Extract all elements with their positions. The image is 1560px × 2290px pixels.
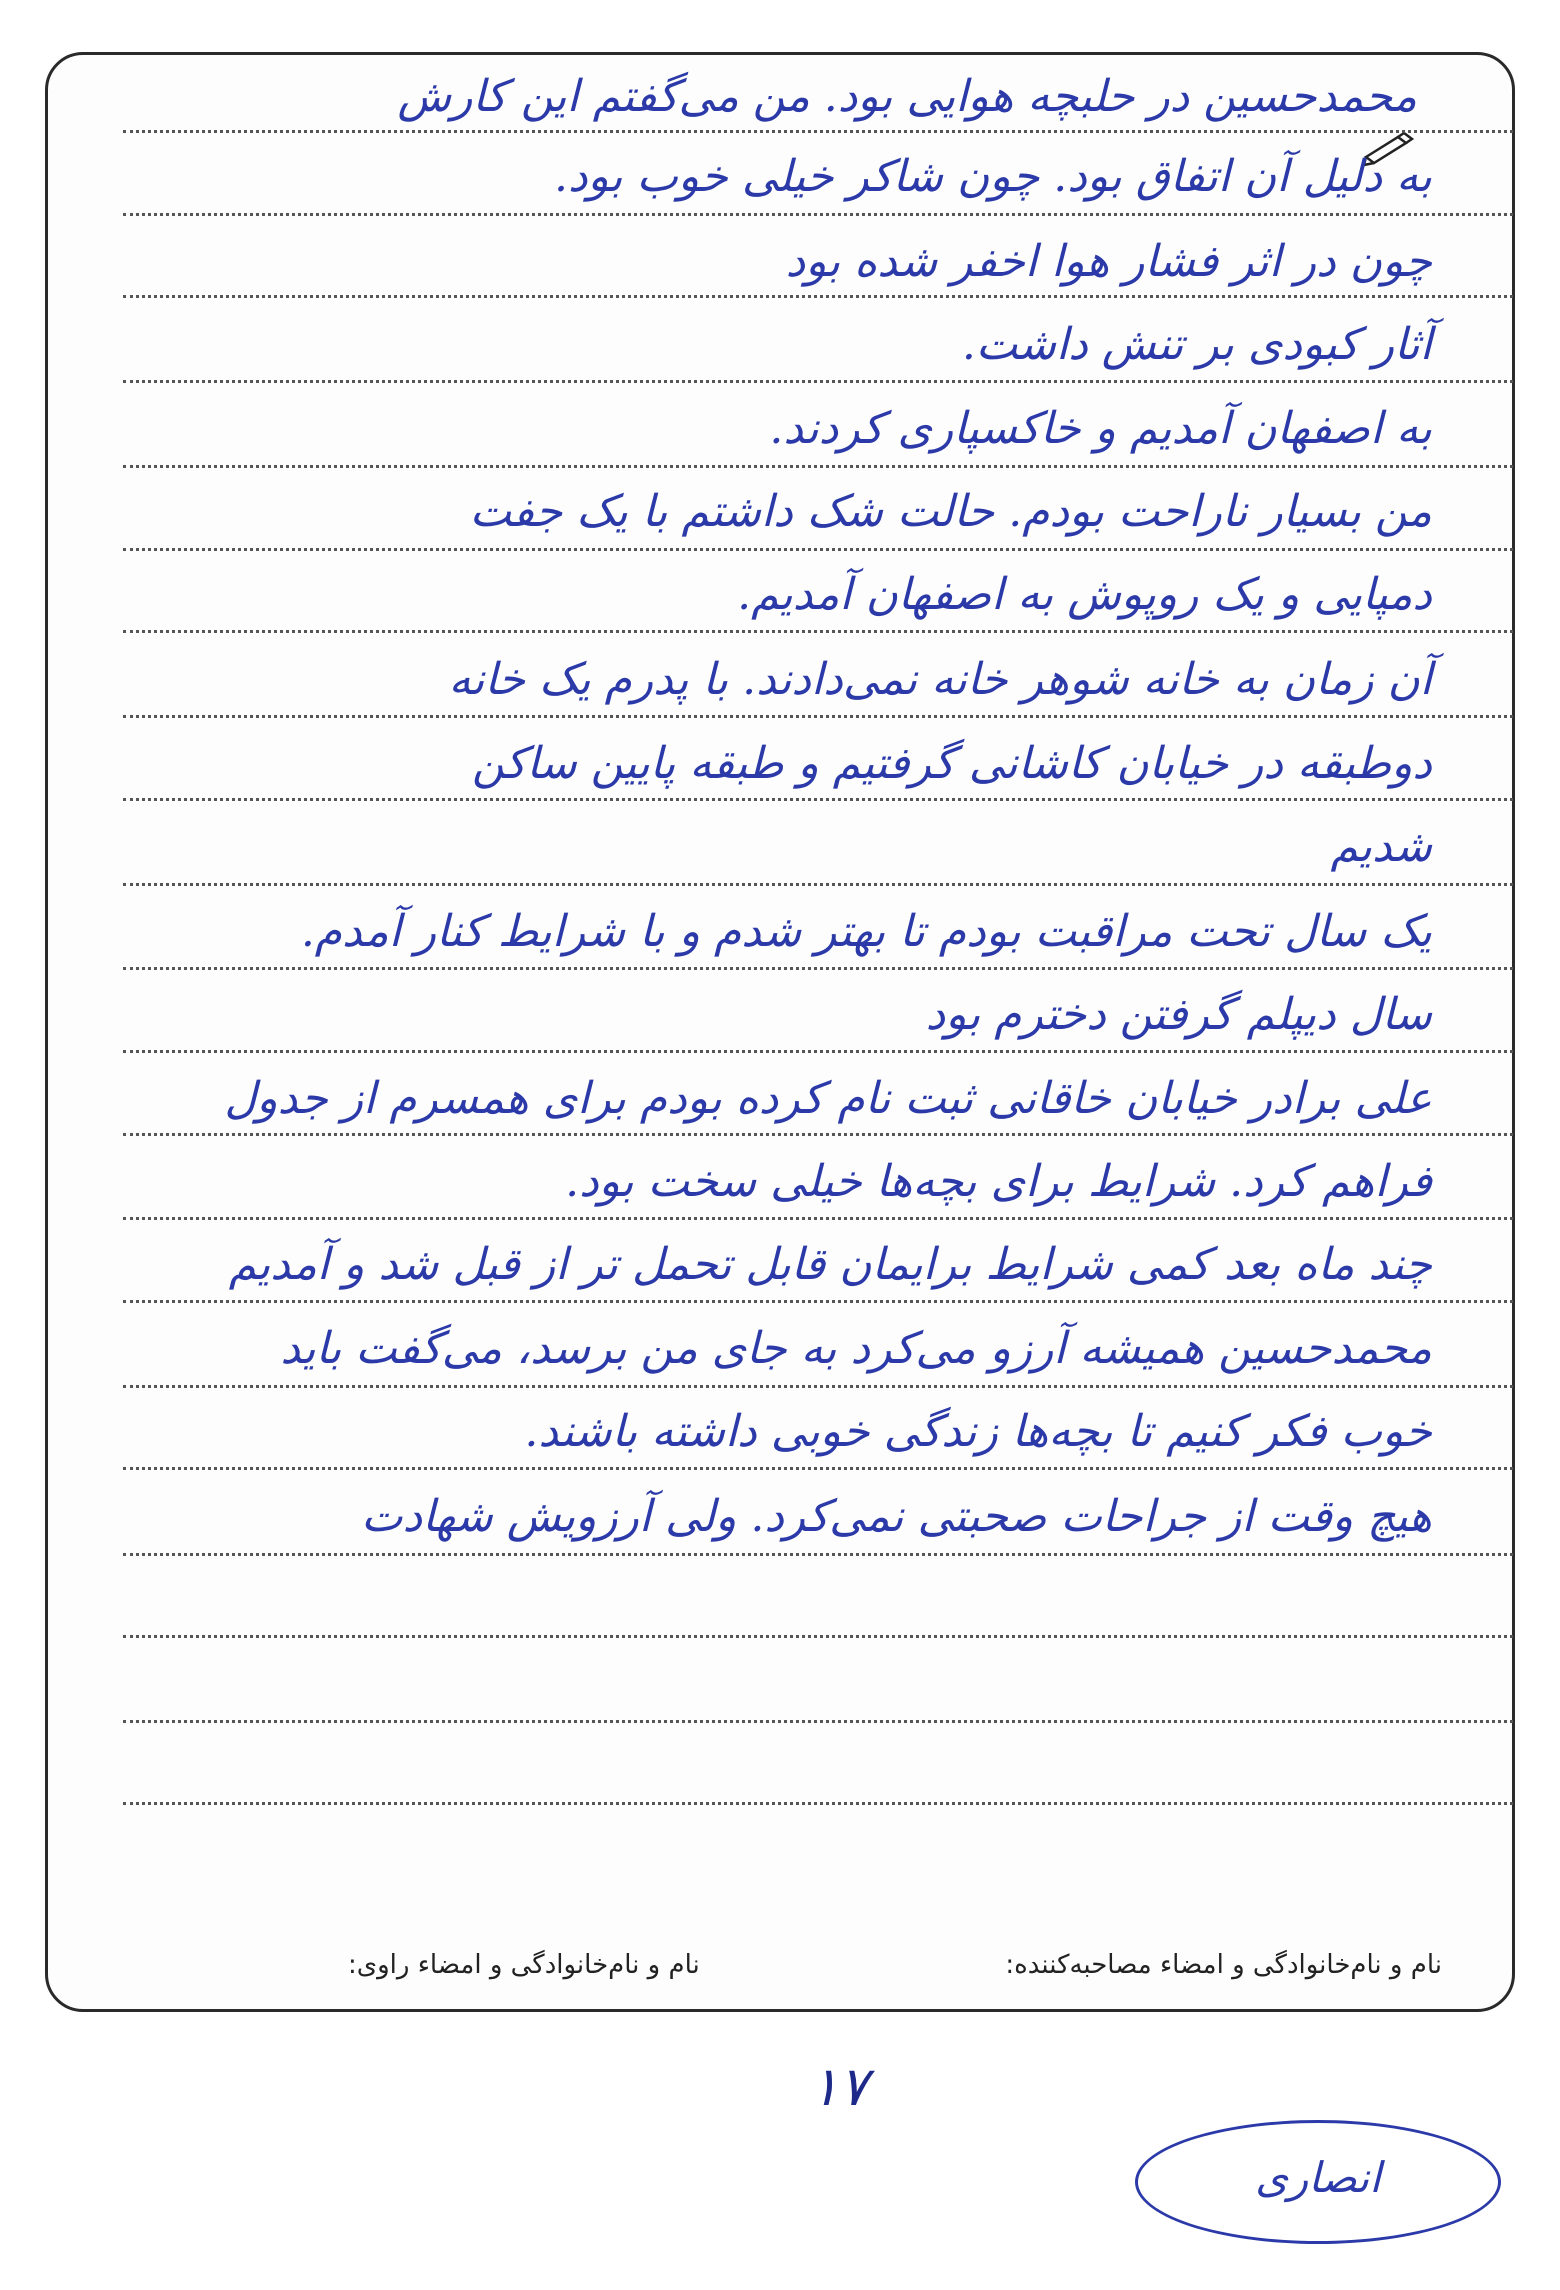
handwritten-line: آن زمان به خانه شوهر خانه نمی‌دادند. با پدرم یک خانه bbox=[448, 654, 1432, 705]
handwritten-line: محمدحسین در حلبچه هوایی بود. من می‌گفتم این کارش bbox=[397, 71, 1417, 122]
ruled-line bbox=[123, 883, 1513, 886]
signature-stamp bbox=[1135, 2120, 1501, 2244]
ruled-line bbox=[123, 295, 1513, 298]
interviewer-signature-label: نام و نام‌خانوادگی و امضاء مصاحبه‌کننده: bbox=[1005, 1950, 1442, 1980]
ruled-line bbox=[123, 1802, 1513, 1805]
ruled-line bbox=[123, 465, 1513, 468]
ruled-line bbox=[123, 1720, 1513, 1723]
handwritten-line: شدیم bbox=[1330, 821, 1432, 872]
handwritten-line: علی برادر خیابان خاقانی ثبت نام کرده بودم برای همسرم از جدول bbox=[224, 1073, 1432, 1124]
handwritten-line: هیچ وقت از جراحات صحبتی نمی‌کرد. ولی آرزویش شهادت bbox=[361, 1491, 1432, 1542]
ruled-line bbox=[123, 630, 1513, 633]
signature-text: انصاری bbox=[1255, 2153, 1381, 2202]
handwritten-line: به اصفهان آمدیم و خاکسپاری کردند. bbox=[769, 403, 1432, 454]
handwritten-line: چون در اثر فشار هوا اخفر شده بود bbox=[785, 236, 1432, 287]
ruled-line bbox=[123, 1635, 1513, 1638]
ruled-line bbox=[123, 1385, 1513, 1388]
ruled-line bbox=[123, 548, 1513, 551]
ruled-line bbox=[123, 715, 1513, 718]
narrator-signature-label: نام و نام‌خانوادگی و امضاء راوی: bbox=[348, 1950, 700, 1980]
ruled-line bbox=[123, 1300, 1513, 1303]
ruled-line bbox=[123, 1217, 1513, 1220]
ruled-line bbox=[123, 967, 1513, 970]
handwritten-line: دوطبقه در خیابان کاشانی گرفتیم و طبقه پایین ساکن bbox=[472, 738, 1432, 789]
handwritten-line: خوب فکر کنیم تا بچه‌ها زندگی خوبی داشته باشند. bbox=[524, 1406, 1432, 1457]
page-number: ۱۷ bbox=[810, 2055, 869, 2118]
ruled-line bbox=[123, 130, 1513, 133]
ruled-line bbox=[123, 380, 1513, 383]
handwritten-line: فراهم کرد. شرایط برای بچه‌ها خیلی سخت بود. bbox=[565, 1156, 1432, 1207]
handwritten-line: چند ماه بعد کمی شرایط برایمان قابل تحمل تر از قبل شد و آمدیم bbox=[228, 1239, 1432, 1290]
handwritten-line: سال دیپلم گرفتن دخترم بود bbox=[925, 989, 1432, 1040]
handwritten-line: من بسیار ناراحت بودم. حالت شک داشتم با یک جفت bbox=[469, 486, 1432, 537]
ruled-line bbox=[123, 1467, 1513, 1470]
interview-form-frame bbox=[45, 52, 1515, 2012]
handwritten-line: دمپایی و یک روپوش به اصفهان آمدیم. bbox=[737, 569, 1432, 620]
handwritten-line: یک سال تحت مراقبت بودم تا بهتر شدم و با شرایط کنار آمدم. bbox=[300, 906, 1432, 957]
ruled-line bbox=[123, 213, 1513, 216]
handwritten-line: به دلیل آن اتفاق بود. چون شاکر خیلی خوب بود. bbox=[553, 151, 1432, 202]
handwritten-line: محمدحسین همیشه آرزو می‌کرد به جای من برسد، می‌گفت باید bbox=[280, 1323, 1432, 1374]
ruled-line bbox=[123, 1133, 1513, 1136]
ruled-line bbox=[123, 798, 1513, 801]
ruled-line bbox=[123, 1553, 1513, 1556]
handwritten-line: آثار کبودی بر تنش داشت. bbox=[961, 319, 1432, 370]
ruled-line bbox=[123, 1050, 1513, 1053]
